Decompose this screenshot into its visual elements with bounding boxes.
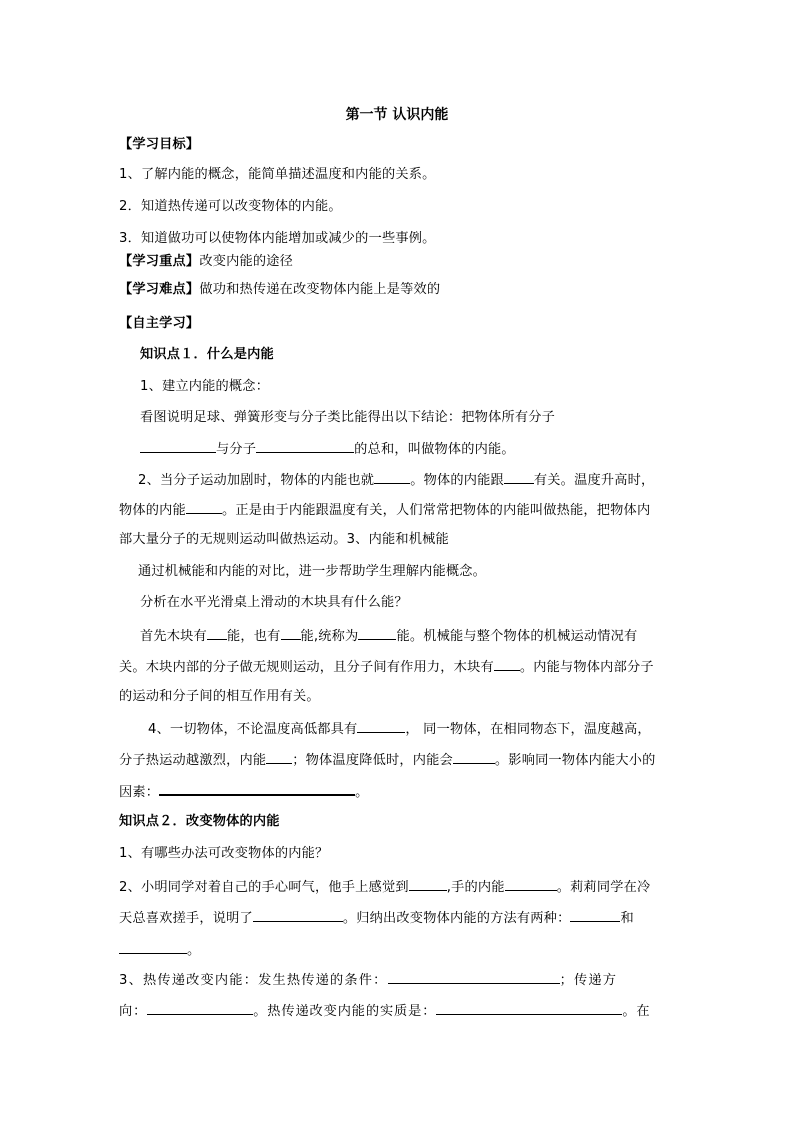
text: 。归纳出改变物体内能的方法有两种： (342, 911, 571, 926)
text: 。在 (622, 1004, 651, 1019)
text: 的总和，叫做物体的内能。 (354, 442, 515, 457)
text: 。物体的内能跟 (410, 473, 504, 488)
page-title: 第一节 认识内能 (345, 107, 449, 123)
text: 与分子 (216, 442, 257, 457)
kp1-para-10 (148, 719, 708, 739)
kp1-para-12 (119, 781, 679, 802)
blank[interactable] (159, 781, 355, 796)
blank[interactable] (388, 970, 560, 984)
blank[interactable] (253, 908, 343, 922)
kp1-para-11 (119, 750, 679, 770)
text: 因素： (119, 785, 160, 800)
text: 有关。温度升高时， (533, 473, 655, 488)
text: 。内能与物体内部分子 (519, 660, 654, 675)
blank[interactable] (409, 877, 447, 891)
text: 。莉莉同学在冷 (556, 880, 651, 895)
text: ， 同一物体，在相同物态下，温度越高， (405, 722, 651, 737)
kp1-para-8 (119, 657, 679, 677)
kp1-para-2 (138, 470, 698, 490)
blank[interactable] (119, 940, 187, 954)
blank[interactable] (147, 1001, 253, 1015)
difficult-point (119, 281, 679, 299)
difficult-point-label: 【学习难点】 (119, 282, 200, 297)
text: 4、一切物体，不论温度高低都具有 (148, 722, 358, 737)
kp1-para-5: 通过机械能和内能的对比，进一步帮助学生理解内能概念。 (138, 564, 487, 579)
blank[interactable] (266, 750, 292, 764)
text: 3、热传递改变内能：发生热传递的条件： (119, 973, 388, 988)
text: 能,统称为 (300, 629, 359, 644)
text: 能。机械能与整个物体的机械运动情况有 (396, 629, 638, 644)
kp1-line-2: 看图说明足球、弹簧形变与分子类比能得出以下结论：把物体所有分子 (140, 410, 556, 425)
blank[interactable] (358, 626, 396, 640)
text: 首先木块有 (140, 629, 207, 644)
kp2-line-6 (119, 1001, 679, 1021)
kp2-line-4 (119, 940, 679, 960)
blank[interactable] (570, 908, 620, 922)
blank[interactable] (436, 1001, 622, 1015)
key-point-text: 改变内能的途径 (199, 254, 294, 269)
kp1-para-3 (119, 500, 679, 520)
text: 向： (119, 1004, 148, 1019)
text: 天总喜欢搓手，说明了 (119, 911, 253, 926)
text: 。影响同一物体内能大小的 (494, 753, 656, 768)
text: 。 (355, 785, 369, 800)
objective-3: 3．知道做功可以使物体内能增加或减少的一些事例。 (119, 231, 436, 246)
text: 分子热运动越激烈，内能 (119, 753, 267, 768)
kp1-para-9: 的运动和分子间的相互作用有关。 (119, 689, 320, 704)
kp1-heading: 知识点１．什么是内能 (140, 347, 274, 362)
kp2-heading: 知识点２．改变物体的内能 (119, 814, 280, 829)
kp2-line-2 (119, 877, 679, 897)
text: 能，也有 (226, 629, 281, 644)
objective-2: 2．知道热传递可以改变物体的内能。 (119, 199, 342, 214)
kp2-line-5 (119, 970, 679, 990)
blank[interactable] (281, 626, 301, 640)
blank[interactable] (504, 470, 534, 484)
blank[interactable] (186, 500, 222, 514)
self-study-header: 【自主学习】 (119, 316, 200, 331)
kp2-line-1: 1、有哪些办法可改变物体的内能？ (119, 846, 329, 861)
blank[interactable] (374, 470, 410, 484)
text: 。正是由于内能跟温度有关，人们常常把物体的内能叫做热能，把物体内 (221, 503, 651, 518)
key-point (119, 253, 679, 271)
text: 2、小明同学对着自己的手心呵气，他手上感觉到 (119, 880, 409, 895)
text: 物体的内能 (119, 503, 186, 518)
kp1-line-3 (140, 439, 700, 459)
kp1-para-4: 部大量分子的无规则运动叫做热运动。3、内能和机械能 (119, 532, 449, 547)
blank[interactable] (256, 439, 354, 453)
text: 。热传递改变内能的实质是： (253, 1004, 437, 1019)
text: 2、当分子运动加剧时，物体的内能也就 (138, 473, 375, 488)
text: ；传递方 (559, 973, 618, 988)
kp2-line-3 (119, 908, 679, 928)
kp1-para-7 (140, 626, 700, 646)
difficult-point-text: 做功和热传递在改变物体内能上是等效的 (199, 282, 441, 297)
blank[interactable] (357, 719, 405, 733)
text: 。 (187, 943, 201, 958)
blank[interactable] (207, 626, 227, 640)
kp1-para-6: 分析在水平光滑桌上滑动的木块具有什么能？ (140, 595, 408, 610)
objectives-header: 【学习目标】 (119, 137, 200, 152)
objective-1: 1、了解内能的概念，能简单描述温度和内能的关系。 (119, 167, 436, 182)
text: 关。木块内部的分子做无规则运动，且分子间有作用力，木块有 (119, 660, 494, 675)
blank[interactable] (453, 750, 495, 764)
blank[interactable] (505, 877, 557, 891)
text: ；物体温度降低时，内能会 (292, 753, 453, 768)
key-point-label: 【学习重点】 (119, 254, 200, 269)
text: 和 (620, 911, 634, 926)
kp1-line-1: 1、建立内能的概念： (140, 379, 270, 394)
blank[interactable] (494, 657, 520, 671)
text: ,手的内能 (446, 880, 505, 895)
blank[interactable] (140, 439, 216, 453)
